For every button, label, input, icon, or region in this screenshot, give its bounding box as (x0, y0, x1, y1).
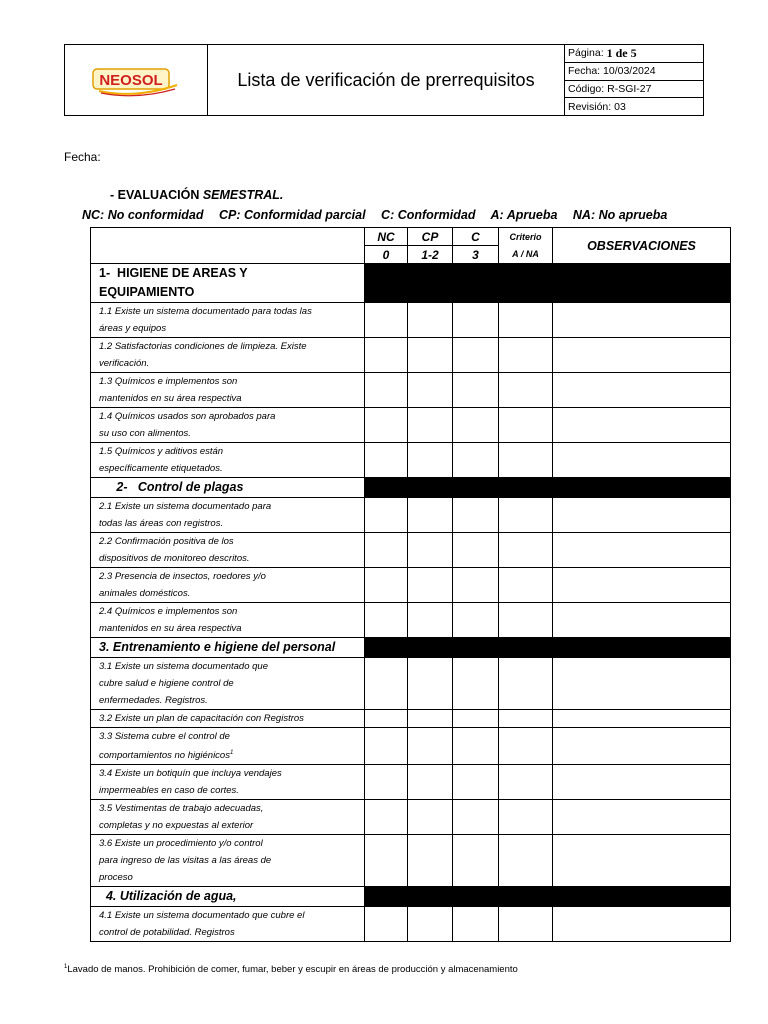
fecha-label: Fecha: (64, 150, 101, 164)
neosol-logo-icon (91, 63, 181, 97)
criterio-cell[interactable] (499, 710, 553, 728)
section-black-bar (365, 478, 731, 498)
checklist-item-text: 2.1 Existe un sistema documentado para todas las áreas con registros. (91, 498, 365, 533)
checklist-item-text: 2.3 Presencia de insectos, roedores y/o animales domésticos. (91, 568, 365, 603)
c-cell[interactable] (453, 710, 499, 728)
checklist-item-text: 3.5 Vestimentas de trabajo adecuadas, completas y no expuestas al exterior (91, 800, 365, 835)
c-cell[interactable] (453, 603, 499, 638)
checklist-item-row (91, 498, 731, 533)
cp-cell[interactable] (408, 443, 453, 478)
checklist-item-text: 3.4 Existe un botiquín que incluya vendajes impermeables en caso de cortes. (91, 765, 365, 800)
section-title: 4. Utilización de agua, (91, 887, 365, 907)
criterio-cell[interactable] (499, 603, 553, 638)
nc-cell[interactable] (365, 800, 408, 835)
checklist-item-text: 2.2 Confirmación positiva de los dispositivos de monitoreo descritos. (91, 533, 365, 568)
col-nc-score: 0 (365, 246, 408, 264)
table-header-row (91, 228, 731, 246)
cp-cell[interactable] (408, 710, 453, 728)
section-black-bar (365, 887, 731, 907)
c-cell[interactable] (453, 907, 499, 942)
checklist-item-text: 1.5 Químicos y aditivos están específicamente etiquetados. (91, 443, 365, 478)
section-row (91, 478, 731, 498)
nc-cell[interactable] (365, 710, 408, 728)
document-meta (565, 45, 703, 115)
document-header (64, 44, 704, 116)
observaciones-cell[interactable] (553, 303, 731, 338)
section-row (91, 264, 731, 303)
c-cell[interactable] (453, 800, 499, 835)
observaciones-cell[interactable] (553, 408, 731, 443)
section-row (91, 638, 731, 658)
checklist-item-text: 1.1 Existe un sistema documentado para todas las áreas y equipos (91, 303, 365, 338)
c-cell[interactable] (453, 373, 499, 408)
criterio-cell[interactable] (499, 728, 553, 765)
criterio-cell[interactable] (499, 408, 553, 443)
nc-cell[interactable] (365, 835, 408, 887)
checklist-item-row (91, 710, 731, 728)
checklist-item-text: 1.2 Satisfactorias condiciones de limpieza. Existe verificación. (91, 338, 365, 373)
nc-cell[interactable] (365, 498, 408, 533)
c-cell[interactable] (453, 728, 499, 765)
section-title: 3. Entrenamiento e higiene del personal (91, 638, 365, 658)
checklist-item-row (91, 533, 731, 568)
c-cell[interactable] (453, 498, 499, 533)
nc-cell[interactable] (365, 408, 408, 443)
nc-cell[interactable] (365, 568, 408, 603)
nc-cell[interactable] (365, 533, 408, 568)
observaciones-cell[interactable] (553, 603, 731, 638)
nc-cell[interactable] (365, 373, 408, 408)
checklist-item-text: 3.2 Existe un plan de capacitación con Registros (91, 710, 365, 728)
checklist-item-text: 1.3 Químicos e implementos son mantenidos en su área respectiva (91, 373, 365, 408)
checklist-item-text: 3.3 Sistema cubre el control de comportamientos no higiénicos$^1$ (91, 728, 365, 765)
document-date: Fecha: 10/03/2024 (565, 63, 703, 81)
observaciones-cell[interactable] (553, 765, 731, 800)
section-black-bar (365, 264, 731, 303)
legend-cp: CP: Conformidad parcial (219, 208, 366, 222)
checklist-item-row (91, 568, 731, 603)
document-code: Código: R-SGI-27 (565, 81, 703, 99)
document-revision: Revisión: 03 (568, 100, 626, 113)
criterio-cell[interactable] (499, 835, 553, 887)
criterio-cell[interactable] (499, 498, 553, 533)
checklist-item-row (91, 338, 731, 373)
c-cell[interactable] (453, 568, 499, 603)
checklist-item-row (91, 765, 731, 800)
col-criterio-header: Criterio A / NA (499, 228, 553, 264)
criterio-cell[interactable] (499, 800, 553, 835)
observaciones-cell[interactable] (553, 800, 731, 835)
nc-cell[interactable] (365, 728, 408, 765)
cp-cell[interactable] (408, 658, 453, 710)
checklist-item-row (91, 603, 731, 638)
cp-cell[interactable] (408, 338, 453, 373)
observaciones-cell[interactable] (553, 728, 731, 765)
cp-cell[interactable] (408, 408, 453, 443)
criterio-cell[interactable] (499, 533, 553, 568)
section-row (91, 887, 731, 907)
document-title: Lista de verificación de prerrequisitos (208, 45, 565, 115)
cp-cell[interactable] (408, 907, 453, 942)
checklist-item-row (91, 408, 731, 443)
footnote-ref: 1 (229, 750, 234, 756)
checklist-item-row (91, 835, 731, 887)
c-cell[interactable] (453, 303, 499, 338)
observaciones-cell[interactable] (553, 533, 731, 568)
criterio-cell[interactable] (499, 568, 553, 603)
checklist-table (90, 227, 731, 942)
header-blank-cell (91, 228, 365, 264)
cp-cell[interactable] (408, 568, 453, 603)
checklist-item-text: 1.4 Químicos usados son aprobados para su uso con alimentos. (91, 408, 365, 443)
observaciones-cell[interactable] (553, 907, 731, 942)
cp-cell[interactable] (408, 303, 453, 338)
observaciones-cell[interactable] (553, 338, 731, 373)
col-c-header: C (453, 228, 499, 246)
section-black-bar (365, 638, 731, 658)
checklist-item-row (91, 907, 731, 942)
nc-cell[interactable] (365, 338, 408, 373)
nc-cell[interactable] (365, 603, 408, 638)
nc-cell[interactable] (365, 443, 408, 478)
col-c-score: 3 (453, 246, 499, 264)
criterio-cell[interactable] (499, 338, 553, 373)
nc-cell[interactable] (365, 303, 408, 338)
cp-cell[interactable] (408, 835, 453, 887)
col-cp-header: CP (408, 228, 453, 246)
cp-cell[interactable] (408, 603, 453, 638)
c-cell[interactable] (453, 408, 499, 443)
cp-cell[interactable] (408, 498, 453, 533)
cp-cell[interactable] (408, 765, 453, 800)
score-legend (82, 208, 679, 222)
nc-cell[interactable] (365, 907, 408, 942)
col-cp-score: 1-2 (408, 246, 453, 264)
cp-cell[interactable] (408, 728, 453, 765)
observaciones-cell[interactable] (553, 373, 731, 408)
checklist-item-text: 3.6 Existe un procedimiento y/o control para ingreso de las visitas a las áreas de proceso (91, 835, 365, 887)
legend-nc: NC: No conformidad (82, 208, 204, 222)
svg-text:NEOSOL: NEOSOL (99, 72, 163, 89)
c-cell[interactable] (453, 835, 499, 887)
criterio-cell[interactable] (499, 907, 553, 942)
section-title: 1- HIGIENE DE AREAS Y EQUIPAMIENTO (91, 264, 365, 303)
checklist-item-text: 2.4 Químicos e implementos son mantenidos en su área respectiva (91, 603, 365, 638)
checklist-item-row (91, 443, 731, 478)
observaciones-cell[interactable] (553, 835, 731, 887)
section-title: 2- Control de plagas (91, 478, 365, 498)
footnote: $^1$Lavado de manos. Prohibición de comer, fumar, beber y escupir en áreas de producción y almacenamiento (64, 964, 518, 976)
checklist-item-row (91, 373, 731, 408)
observaciones-cell[interactable] (553, 443, 731, 478)
evaluation-heading: - EVALUACIÓN SEMESTRAL. (110, 188, 284, 202)
observaciones-cell[interactable] (553, 710, 731, 728)
checklist-item-row (91, 303, 731, 338)
criterio-cell[interactable] (499, 373, 553, 408)
nc-cell[interactable] (365, 658, 408, 710)
legend-c: C: Conformidad (381, 208, 476, 222)
legend-na: NA: No aprueba (572, 208, 668, 222)
checklist-item-row (91, 800, 731, 835)
criterio-cell[interactable] (499, 765, 553, 800)
c-cell[interactable] (453, 443, 499, 478)
observaciones-cell[interactable] (553, 658, 731, 710)
col-nc-header: NC (365, 228, 408, 246)
checklist-item-text: 3.1 Existe un sistema documentado que cubre salud e higiene control de enfermedades. Registros. (91, 658, 365, 710)
c-cell[interactable] (453, 533, 499, 568)
nc-cell[interactable] (365, 765, 408, 800)
criterio-cell[interactable] (499, 443, 553, 478)
observaciones-cell[interactable] (553, 568, 731, 603)
legend-a: A: Aprueba (490, 208, 558, 222)
cp-cell[interactable] (408, 533, 453, 568)
company-logo (65, 45, 208, 115)
checklist-item-row (91, 658, 731, 710)
page-number: Página: 1 de 5 (565, 45, 703, 63)
c-cell[interactable] (453, 338, 499, 373)
checklist-item-row (91, 728, 731, 765)
criterio-cell[interactable] (499, 303, 553, 338)
c-cell[interactable] (453, 765, 499, 800)
cp-cell[interactable] (408, 373, 453, 408)
col-observaciones-header: OBSERVACIONES (553, 228, 731, 264)
criterio-cell[interactable] (499, 658, 553, 710)
observaciones-cell[interactable] (553, 498, 731, 533)
cp-cell[interactable] (408, 800, 453, 835)
c-cell[interactable] (453, 658, 499, 710)
checklist-item-text: 4.1 Existe un sistema documentado que cubre el control de potabilidad. Registros (91, 907, 365, 942)
